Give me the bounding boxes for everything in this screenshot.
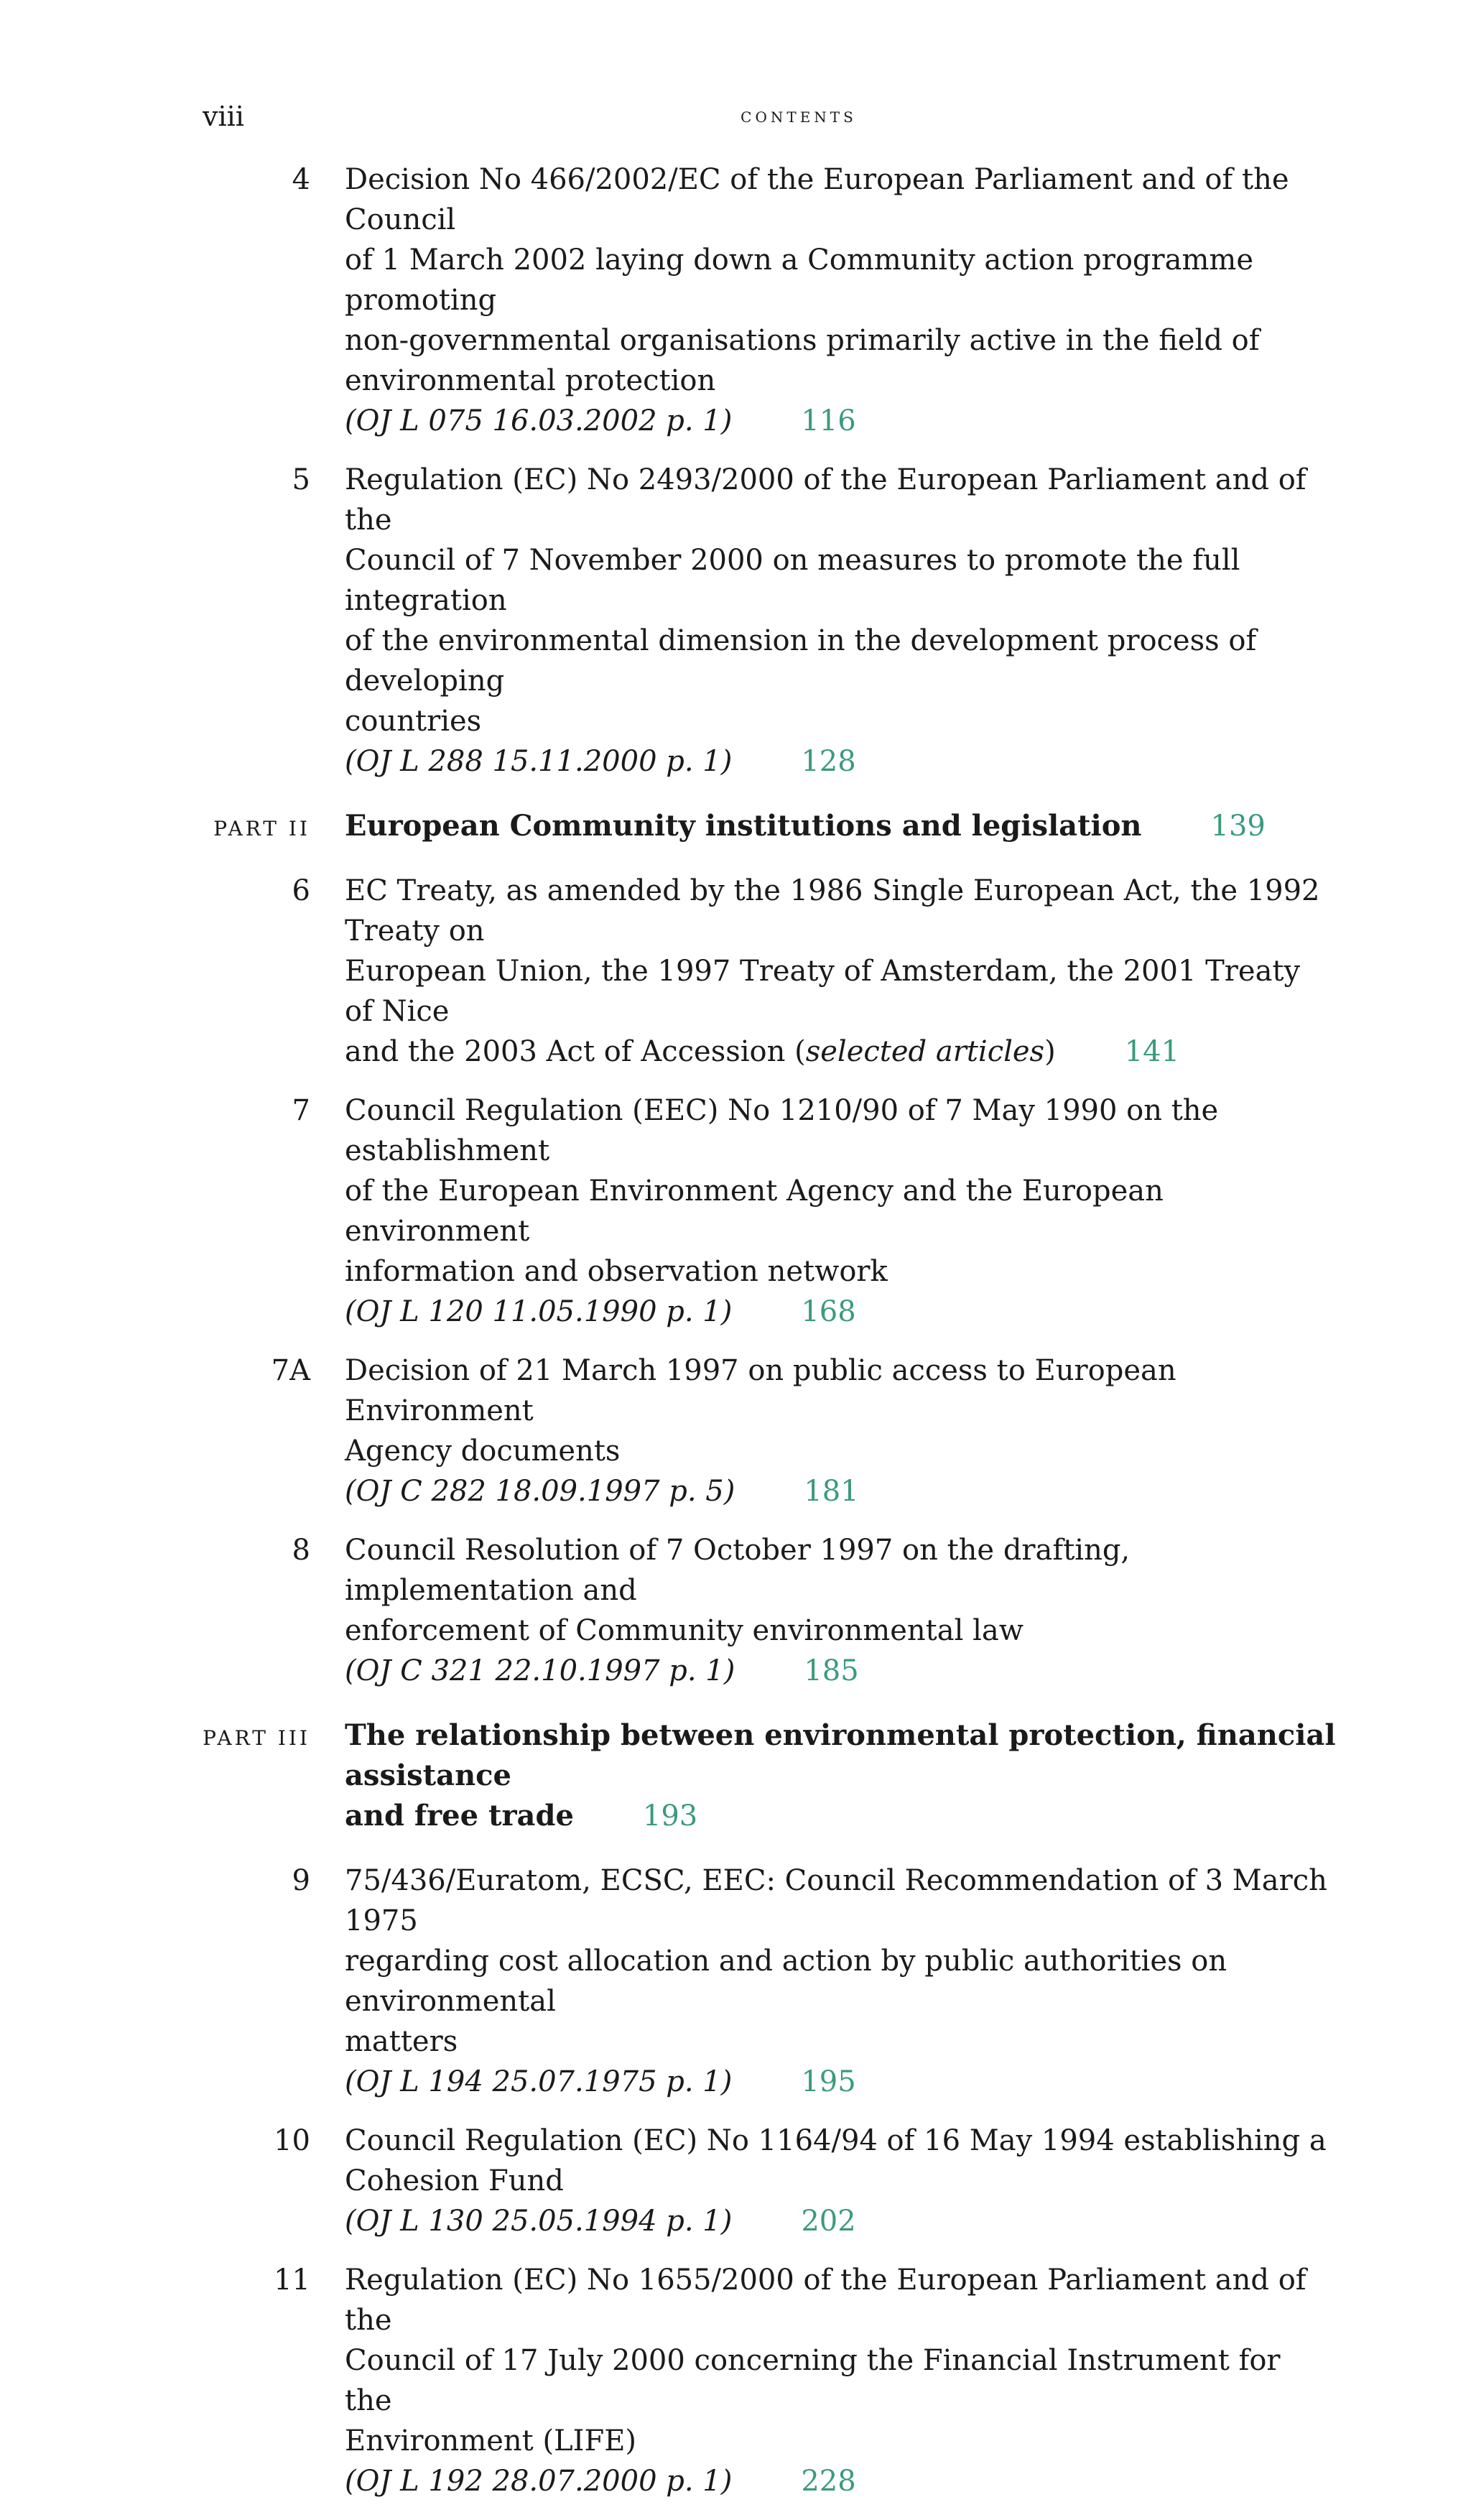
entry-title-line bbox=[345, 1171, 1336, 1251]
page-number-link[interactable]: 128 bbox=[801, 745, 856, 778]
entry-title-text: ) bbox=[1044, 1035, 1056, 1068]
entry-title-text: non-governmental organisations primarily active in the field of bbox=[345, 324, 1260, 357]
entry-title-text: and the 2003 Act of Accession ( bbox=[345, 1035, 806, 1068]
entry-title-text: information and observation network bbox=[345, 1255, 888, 1288]
entry-title-text: Decision No 466/2002/EC of the European Parliament and of the Council bbox=[345, 163, 1289, 236]
official-journal-reference: (OJ L 192 28.07.2000 p. 1) bbox=[345, 2465, 733, 2498]
entry-reference-line bbox=[345, 2201, 1336, 2241]
part-label: PART II bbox=[213, 817, 310, 840]
entry-number: 9 bbox=[292, 1864, 310, 1897]
entry-title-text: of the environmental dimension in the development process of developing bbox=[345, 624, 1257, 698]
entry-title-text: Council Regulation (EEC) No 1210/90 of 7 May 1990 on the establishment bbox=[345, 1094, 1219, 1167]
toc-entry bbox=[0, 1861, 1476, 2102]
entry-title-line bbox=[345, 2340, 1336, 2421]
entry-body bbox=[345, 1861, 1336, 2102]
entry-title-line bbox=[345, 871, 1336, 951]
entry-title-line bbox=[345, 1090, 1336, 1171]
page-number-link[interactable]: 141 bbox=[1124, 1035, 1180, 1068]
entry-title-text: Council of 7 November 2000 on measures to promote the full integration bbox=[345, 544, 1240, 617]
entry-title-text: Council Regulation (EC) No 1164/94 of 16 May 1994 establishing a bbox=[345, 2124, 1327, 2157]
entry-title-line bbox=[345, 1431, 1336, 1471]
official-journal-reference: (OJ L 075 16.03.2002 p. 1) bbox=[345, 404, 733, 437]
entry-title-line bbox=[345, 2421, 1336, 2461]
page-number-link[interactable]: 139 bbox=[1210, 810, 1266, 843]
entry-title-line bbox=[345, 951, 1336, 1032]
entry-reference-line bbox=[345, 401, 1336, 441]
entry-body bbox=[345, 159, 1336, 441]
entry-title-line bbox=[345, 1251, 1336, 1292]
entry-title-text: Cohesion Fund bbox=[345, 2164, 564, 2197]
entry-title-text: European Community institutions and legislation bbox=[345, 809, 1142, 843]
entry-title-line bbox=[345, 701, 1336, 741]
page-number-link[interactable]: 228 bbox=[801, 2465, 856, 2498]
running-head bbox=[203, 101, 1395, 144]
entry-body bbox=[345, 1715, 1336, 1836]
entry-title-line bbox=[345, 2121, 1336, 2161]
official-journal-reference: (OJ C 321 22.10.1997 p. 1) bbox=[345, 1654, 735, 1687]
toc-entry bbox=[0, 159, 1476, 441]
entry-title-text: matters bbox=[345, 2025, 458, 2058]
entry-number: 4 bbox=[292, 163, 310, 196]
entry-body bbox=[345, 871, 1336, 1072]
official-journal-reference: (OJ L 194 25.07.1975 p. 1) bbox=[345, 2065, 733, 2098]
page-number-link[interactable]: 185 bbox=[804, 1654, 859, 1687]
entry-title-text: of 1 March 2002 laying down a Community action programme promoting bbox=[345, 244, 1253, 317]
official-journal-reference: (OJ C 282 18.09.1997 p. 5) bbox=[345, 1475, 735, 1508]
entry-title-line bbox=[345, 1941, 1336, 2021]
entry-title-line bbox=[345, 1351, 1336, 1431]
entry-title-text: regarding cost allocation and action by public authorities on environmental bbox=[345, 1945, 1227, 2018]
toc-entry bbox=[0, 1090, 1476, 1332]
toc-entry bbox=[0, 460, 1476, 782]
official-journal-reference: (OJ L 120 11.05.1990 p. 1) bbox=[345, 1295, 733, 1328]
toc-entry bbox=[0, 2260, 1476, 2501]
entry-title-line bbox=[345, 540, 1336, 621]
part-label: PART III bbox=[203, 1726, 310, 1750]
running-head-title: contents bbox=[741, 103, 857, 127]
entry-number: 7 bbox=[292, 1094, 310, 1127]
entry-title-text: countries bbox=[345, 705, 482, 738]
entry-title-text: Council of 17 July 2000 concerning the Financial Instrument for the bbox=[345, 2344, 1281, 2417]
entry-title-text: Agency documents bbox=[345, 1435, 621, 1468]
entry-number: 11 bbox=[274, 2264, 310, 2297]
toc-entry bbox=[0, 871, 1476, 1072]
entry-title-line bbox=[345, 240, 1336, 320]
entry-title-italic: selected articles bbox=[805, 1035, 1045, 1068]
entry-title-line bbox=[345, 1861, 1336, 1941]
page-number-link[interactable]: 193 bbox=[642, 1799, 698, 1833]
entry-title-line bbox=[345, 361, 1336, 401]
entry-title-line bbox=[345, 2021, 1336, 2062]
entry-title-line bbox=[345, 1796, 1336, 1836]
entry-reference-line bbox=[345, 1292, 1336, 1332]
entry-title-text: 75/436/Euratom, ECSC, EEC: Council Recommendation of 3 March 1975 bbox=[345, 1864, 1327, 1937]
entry-title-line bbox=[345, 159, 1336, 240]
entry-body bbox=[345, 460, 1336, 782]
entry-title-text: enforcement of Community environmental law bbox=[345, 1614, 1024, 1647]
entry-title-line bbox=[345, 1611, 1336, 1651]
page-number-link[interactable]: 116 bbox=[801, 404, 856, 437]
entry-body bbox=[345, 2121, 1336, 2241]
toc-part-heading bbox=[0, 806, 1476, 846]
toc-entry bbox=[0, 1530, 1476, 1691]
toc-entry bbox=[0, 2121, 1476, 2241]
entry-body bbox=[345, 1090, 1336, 1332]
entry-reference-line bbox=[345, 1651, 1336, 1691]
entry-number: 7A bbox=[271, 1354, 310, 1387]
entry-body bbox=[345, 2260, 1336, 2501]
official-journal-reference: (OJ L 130 25.05.1994 p. 1) bbox=[345, 2205, 733, 2238]
entry-title-line bbox=[345, 2260, 1336, 2340]
entry-number: 5 bbox=[292, 463, 310, 496]
official-journal-reference: (OJ L 288 15.11.2000 p. 1) bbox=[345, 745, 733, 778]
page-number-link[interactable]: 195 bbox=[801, 2065, 856, 2098]
entry-title-text: Council Resolution of 7 October 1997 on the drafting, implementation and bbox=[345, 1534, 1131, 1607]
entry-title-line bbox=[345, 621, 1336, 701]
entry-reference-line bbox=[345, 741, 1336, 782]
entry-number: 10 bbox=[274, 2124, 310, 2157]
toc-part-heading bbox=[0, 1715, 1476, 1836]
entry-number: 6 bbox=[292, 874, 310, 907]
entry-body bbox=[345, 1351, 1336, 1511]
entry-reference-line bbox=[345, 1471, 1336, 1511]
entry-title-line bbox=[345, 1715, 1336, 1796]
entry-title-text: European Union, the 1997 Treaty of Amsterdam, the 2001 Treaty of Nice bbox=[345, 955, 1301, 1028]
entry-title-line bbox=[345, 1032, 1336, 1072]
table-of-contents bbox=[0, 159, 1476, 2520]
entry-title-text: environmental protection bbox=[345, 364, 716, 397]
entry-body bbox=[345, 806, 1336, 846]
entry-title-text: Regulation (EC) No 2493/2000 of the European Parliament and of the bbox=[345, 463, 1306, 537]
entry-reference-line bbox=[345, 2461, 1336, 2501]
entry-title-text: EC Treaty, as amended by the 1986 Single European Act, the 1992 Treaty on bbox=[345, 874, 1320, 948]
entry-title-text: and free trade bbox=[345, 1799, 574, 1833]
page-number-link[interactable]: 181 bbox=[804, 1475, 859, 1508]
entry-title-line bbox=[345, 2161, 1336, 2201]
entry-title-text: Environment (LIFE) bbox=[345, 2424, 636, 2458]
entry-body bbox=[345, 1530, 1336, 1691]
page-folio: viii bbox=[203, 101, 244, 132]
entry-title-line bbox=[345, 806, 1336, 846]
entry-title-line bbox=[345, 460, 1336, 540]
page-number-link[interactable]: 202 bbox=[801, 2205, 856, 2238]
entry-title-text: Decision of 21 March 1997 on public access to European Environment bbox=[345, 1354, 1176, 1427]
page-number-link[interactable]: 168 bbox=[801, 1295, 856, 1328]
entry-title-line bbox=[345, 320, 1336, 361]
entry-title-text: The relationship between environmental protection, financial assistance bbox=[345, 1718, 1336, 1792]
toc-entry bbox=[0, 1351, 1476, 1511]
entry-title-line bbox=[345, 1530, 1336, 1611]
entry-title-text: Regulation (EC) No 1655/2000 of the European Parliament and of the bbox=[345, 2264, 1306, 2337]
entry-title-text: of the European Environment Agency and the European environment bbox=[345, 1175, 1164, 1248]
entry-number: 8 bbox=[292, 1534, 310, 1567]
